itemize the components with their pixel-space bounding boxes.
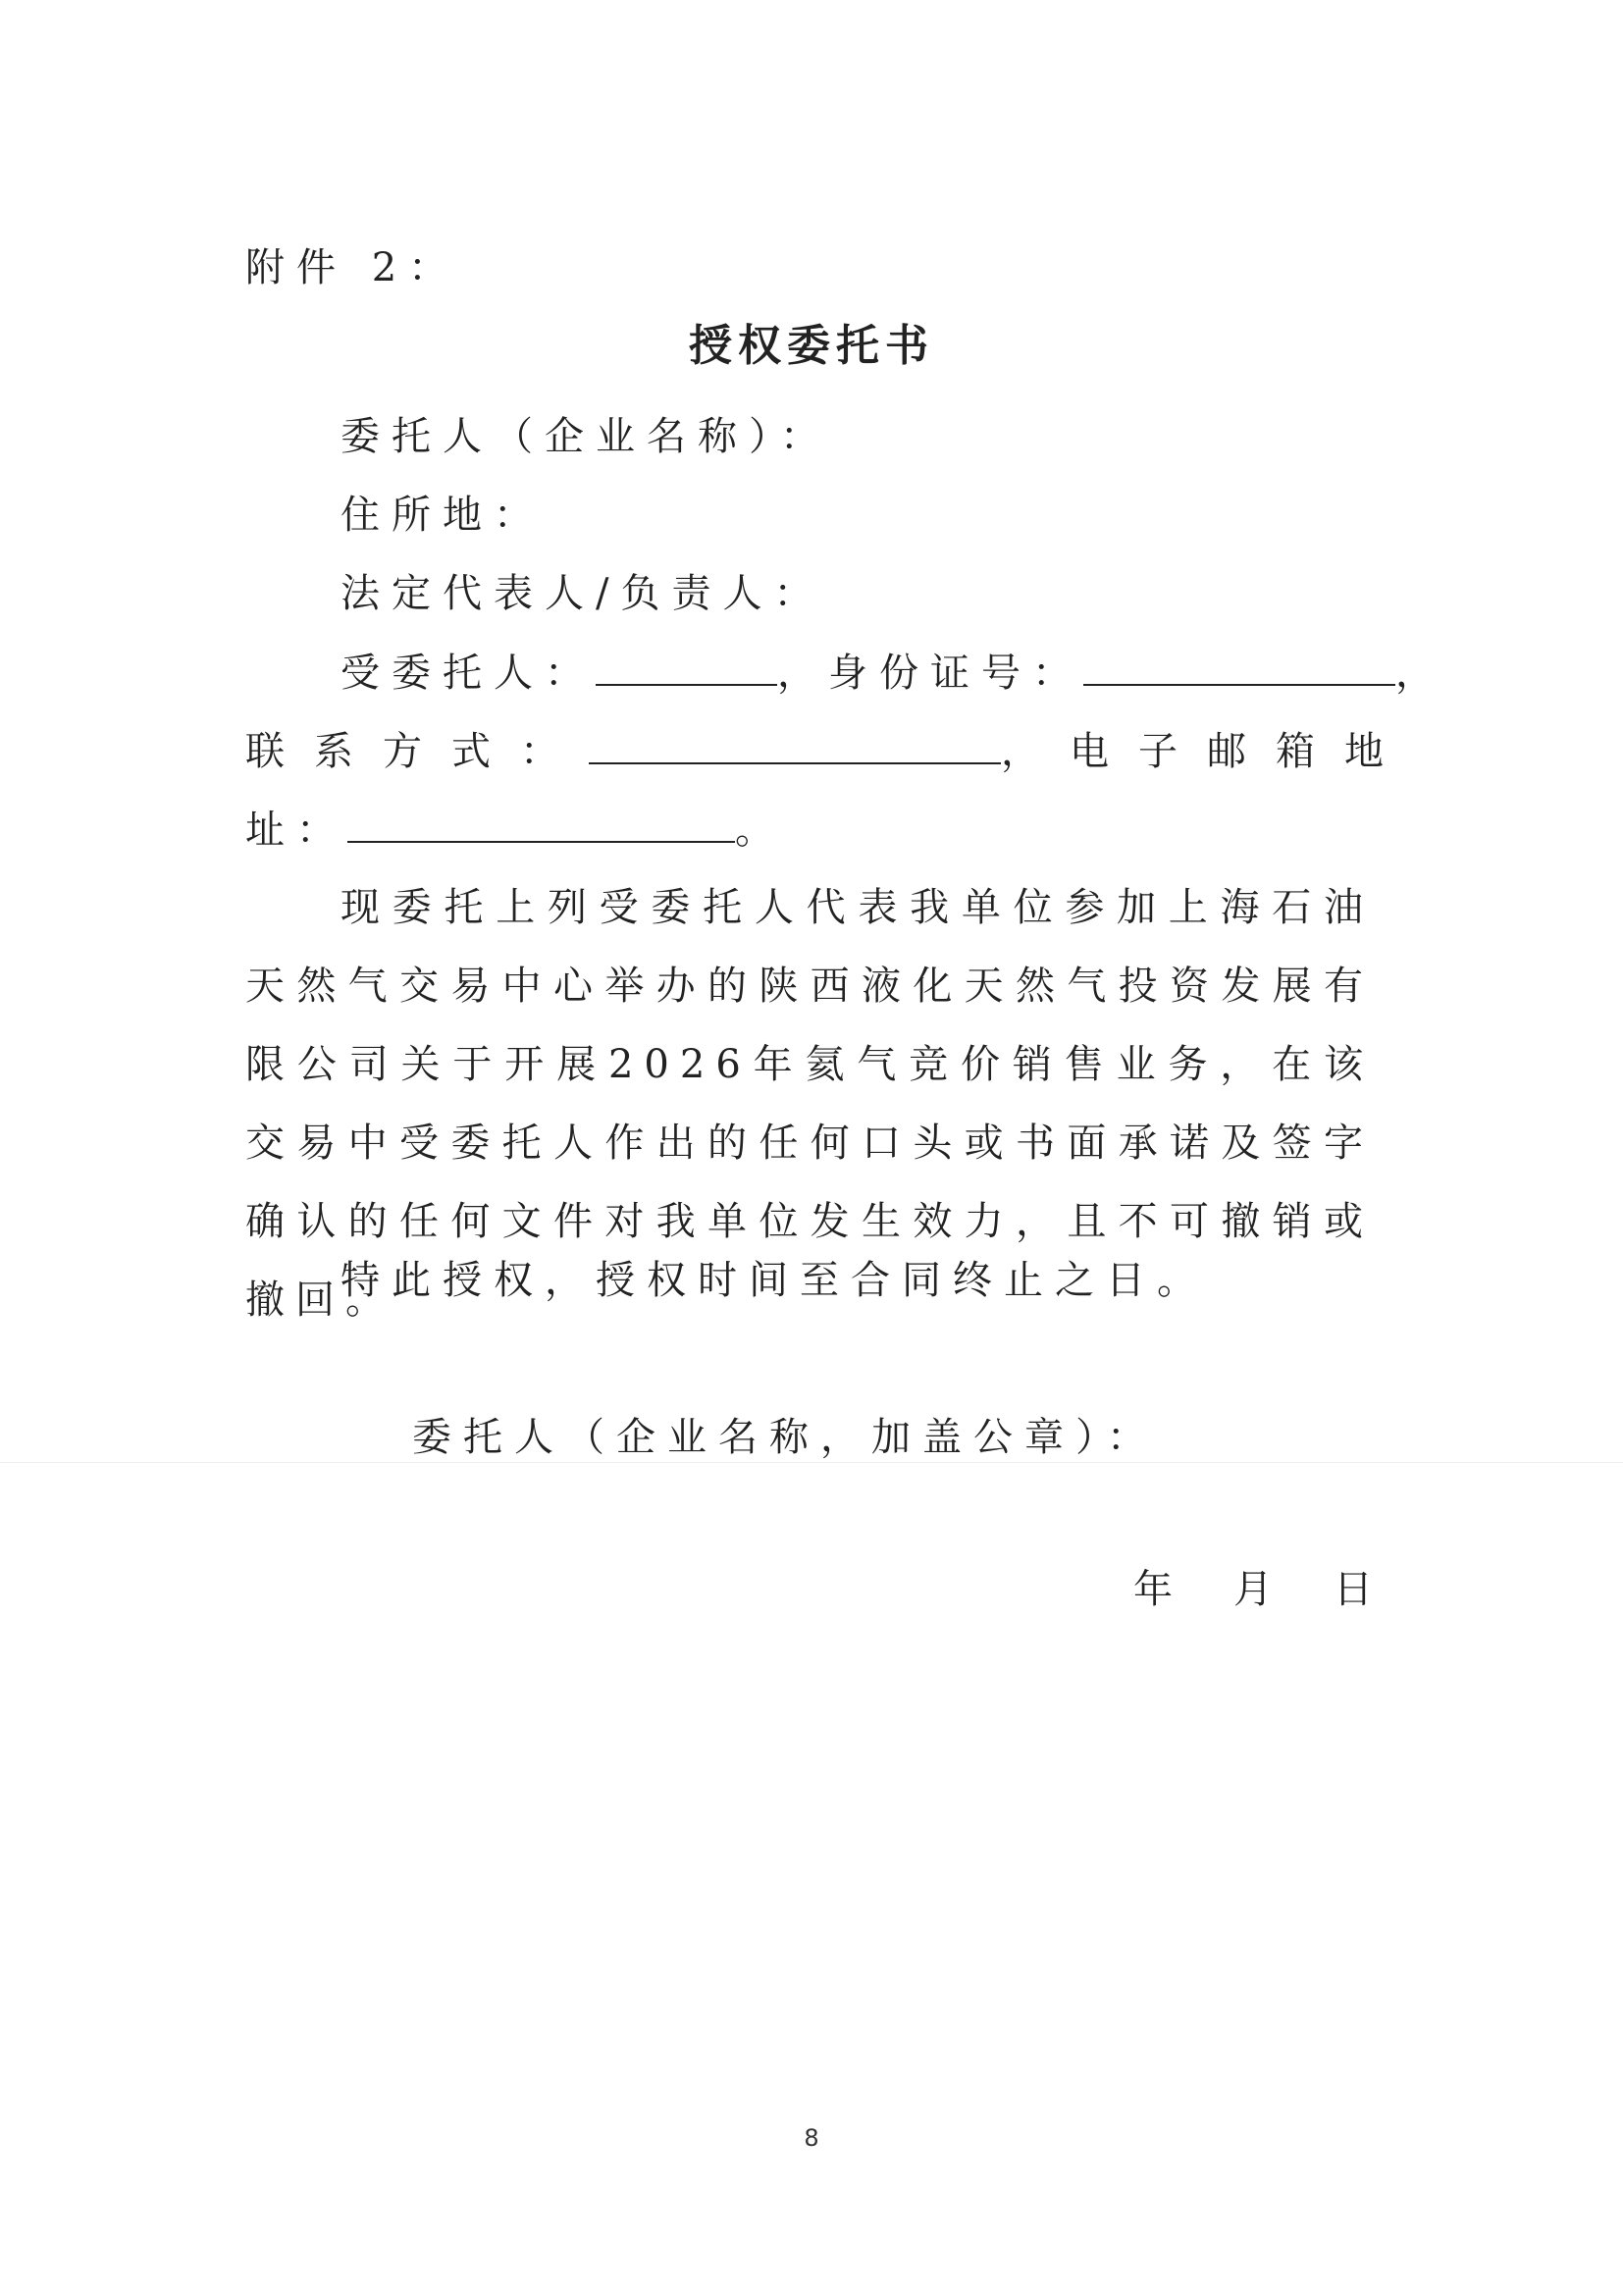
legal-rep-field: 法定代表人/负责人： [340, 571, 825, 616]
grant-sentence: 特此授权，授权时间至合同终止之日。 [340, 1258, 1208, 1303]
contact-line [245, 721, 1413, 781]
agent-blank [596, 643, 777, 686]
email-line [245, 800, 786, 860]
date-line [1133, 1560, 1373, 1619]
email-blank [347, 800, 735, 843]
agent-label: 受委托人： [340, 651, 596, 696]
contact-label: 联系方式： [245, 729, 589, 774]
body-paragraph: 现委托上列受委托人代表我单位参加上海石油天然气交易中心举办的陕西液化天然气投资发展有限公司关于开展2026年氦气竞价销售业务，在该交易中受委托人作出的任何口头或书面承诺及签字确认的任何文件对我单位发生效力，且不可撤销或撤回。 [245, 885, 1374, 1323]
id-number-blank [1083, 643, 1395, 686]
date-month: 月 [1233, 1567, 1273, 1612]
page-number: 8 [804, 2124, 819, 2152]
address-field: 住所地： [340, 493, 545, 538]
agent-line-comma: ， [1395, 651, 1446, 696]
signature-line: 委托人（企业名称，加盖公章）： [412, 1415, 1158, 1460]
annex-label: 附件 2： [245, 245, 460, 290]
document-title: 授权委托书 [689, 321, 934, 371]
email-label-part1: ，电子邮箱地 [1001, 729, 1413, 774]
date-year: 年 [1133, 1567, 1173, 1612]
email-line-period: 。 [735, 808, 786, 853]
agent-line [340, 643, 1446, 703]
email-label-part2: 址： [245, 808, 347, 853]
date-day: 日 [1334, 1567, 1373, 1612]
contact-blank [589, 721, 1001, 764]
id-number-label: ，身份证号： [777, 651, 1083, 696]
principal-field: 委托人（企业名称）： [340, 414, 831, 459]
